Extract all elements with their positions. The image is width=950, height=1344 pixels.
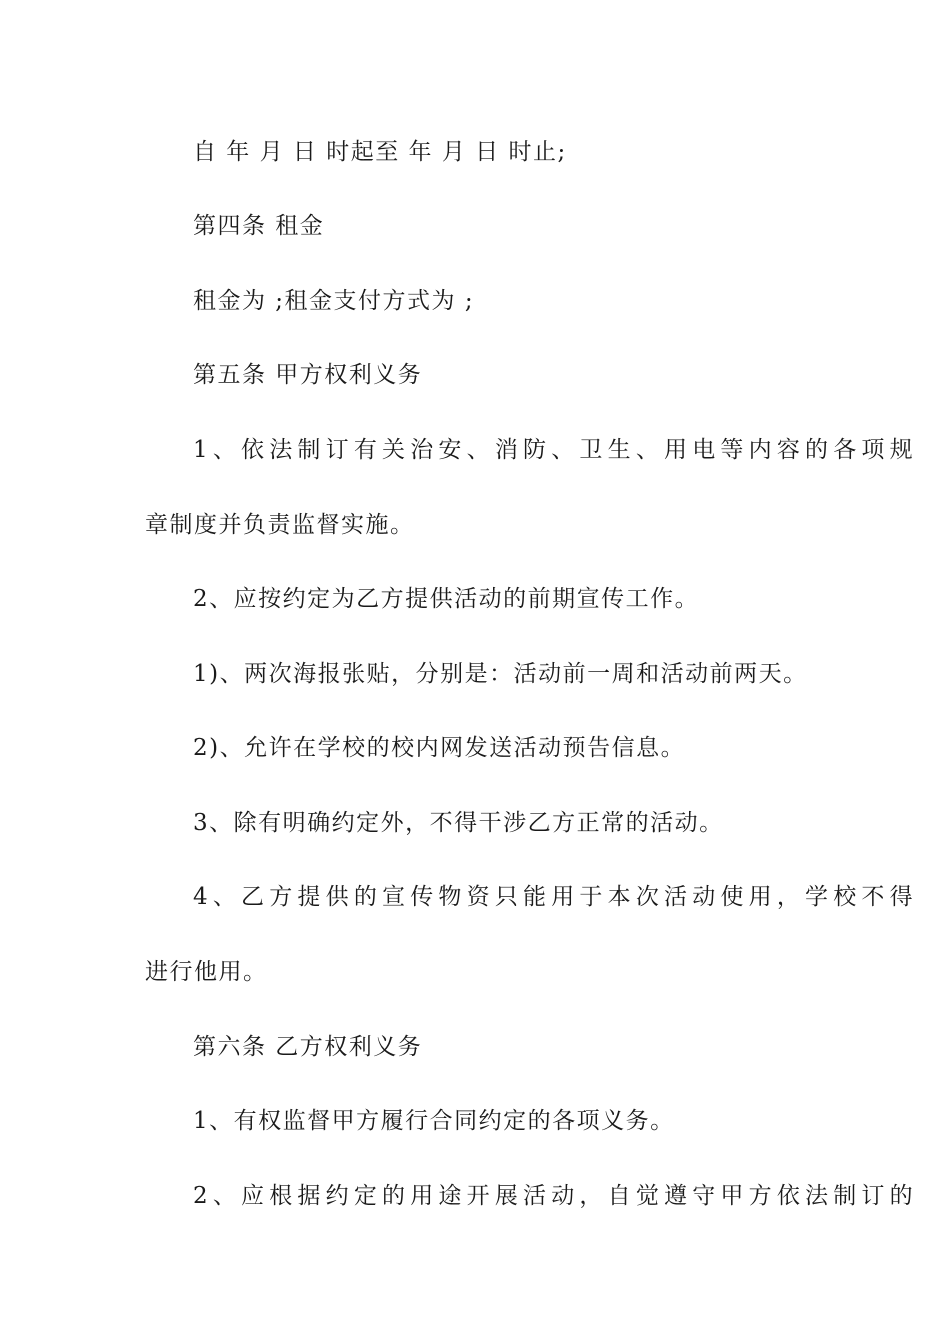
article-6-heading: 第六条 乙方权利义务: [193, 1034, 423, 1060]
clause-5-2: 2、应按约定为乙方提供活动的前期宣传工作。: [193, 586, 700, 612]
clause-5-2-item-2: 2)、允许在学校的校内网发送活动预告信息。: [193, 735, 686, 761]
clause-6-1: 1、有权监督甲方履行合同约定的各项义务。: [193, 1108, 675, 1134]
clause-6-2-line-1: 2、应根据约定的用途开展活动，自觉遵守甲方依法制订的: [193, 1183, 918, 1209]
clause-5-2-item-1: 1)、两次海报张贴，分别是：活动前一周和活动前两天。: [193, 661, 808, 687]
clause-5-3: 3、除有明确约定外，不得干涉乙方正常的活动。: [193, 810, 724, 836]
clause-5-4-line-2: 进行他用。: [145, 959, 268, 985]
clause-5-4-line-1: 4、乙方提供的宣传物资只能用于本次活动使用，学校不得: [193, 884, 918, 910]
lease-period-line: 自 年 月 日 时起至 年 月 日 时止;: [193, 139, 567, 165]
clause-5-1-line-1: 1、依法制订有关治安、消防、卫生、用电等内容的各项规: [193, 437, 918, 463]
article-4-heading: 第四条 租金: [193, 213, 325, 239]
rent-line: 租金为 ;租金支付方式为 ;: [193, 288, 475, 314]
clause-5-1-line-2: 章制度并负责监督实施。: [145, 512, 415, 538]
article-5-heading: 第五条 甲方权利义务: [193, 362, 423, 388]
